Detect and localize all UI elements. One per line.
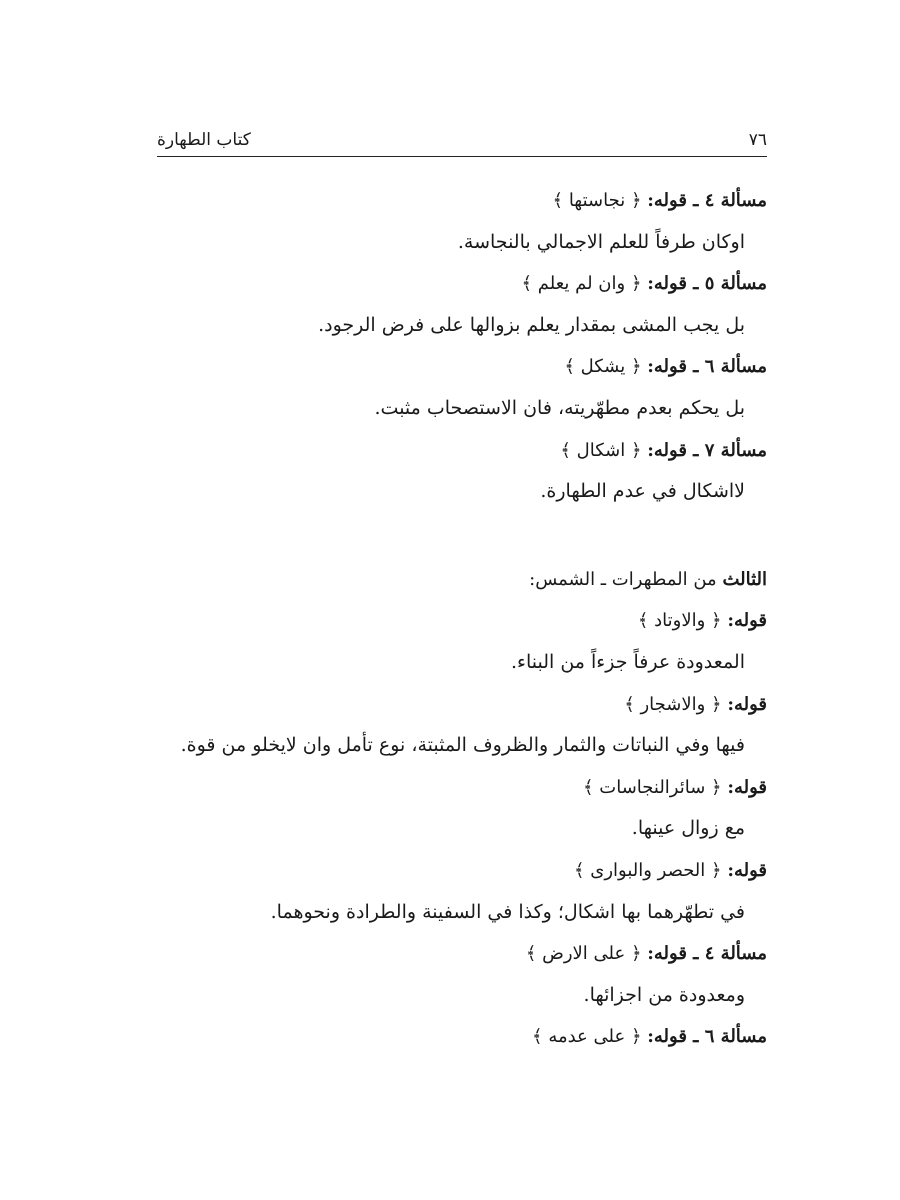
masala-label: مسألة ٥ ـ قوله: [647, 273, 767, 295]
commentary-line: المعدودة عرفاً جزءاً من البناء. [510, 650, 745, 673]
commentary-line: في تطهّرهما بها اشكال؛ وكذا في السفينة والطرادة ونحوهما. [270, 900, 745, 923]
commentary-line: فيها وفي النباتات والثمار والظروف المثبتة، نوع تأمل وان لايخلو من قوة. [180, 734, 745, 757]
masala-heading [157, 346, 767, 388]
page-number: ٧٦ [748, 130, 767, 150]
quoted-term: ﴿ على الارض ﴾ [525, 943, 642, 965]
section-heading-rest: من المطهرات ـ الشمس: [529, 568, 717, 590]
commentary-line: بل يجب المشى بمقدار يعلم بزوالها على فرض الرجود. [318, 313, 745, 336]
masala-label: مسألة ٦ ـ قوله: [647, 356, 767, 378]
qawl-heading [157, 600, 767, 642]
commentary-line: ومعدودة من اجزائها. [583, 983, 745, 1006]
qawl-heading [157, 684, 767, 726]
section-heading [157, 559, 767, 601]
masala-heading [157, 263, 767, 305]
running-head [157, 128, 767, 154]
masala-heading [157, 430, 767, 472]
masala-heading [157, 1016, 767, 1058]
quoted-term: ﴿ يشكل ﴾ [564, 356, 642, 378]
quoted-term: ﴿ اشكال ﴾ [560, 439, 642, 461]
commentary-line: بل يحكم بعدم مطهّريته، فان الاستصحاب مثبت. [374, 396, 745, 419]
quoted-term: ﴿ والاوتاد ﴾ [637, 610, 722, 632]
page-body [157, 180, 767, 1058]
masala-heading [157, 180, 767, 222]
quoted-term: ﴿ وان لم يعلم ﴾ [521, 273, 642, 295]
masala-heading [157, 933, 767, 975]
quoted-term: ﴿ والاشجار ﴾ [624, 693, 722, 715]
header-rule [157, 156, 767, 157]
masala-label: مسألة ٤ ـ قوله: [647, 190, 767, 211]
quoted-term: ﴿ نجاستها ﴾ [552, 190, 642, 211]
qawl-label: قوله: [727, 610, 767, 632]
masala-label: مسألة ٦ ـ قوله: [647, 1026, 767, 1048]
qawl-label: قوله: [727, 776, 767, 798]
quoted-term: ﴿ سائرالنجاسات ﴾ [583, 776, 722, 798]
section-gap [157, 513, 767, 559]
commentary-line: لااشكال في عدم الطهارة. [540, 480, 745, 503]
book-title: كتاب الطهارة [157, 130, 251, 150]
masala-label: مسألة ٤ ـ قوله: [647, 943, 767, 965]
qawl-label: قوله: [727, 693, 767, 715]
section-heading-bold: الثالث [722, 568, 767, 590]
masala-label: مسألة ٧ ـ قوله: [647, 439, 767, 461]
qawl-heading [157, 850, 767, 892]
quoted-term: ﴿ الحصر والبوارى ﴾ [573, 859, 722, 881]
quoted-term: ﴿ على عدمه ﴾ [532, 1026, 642, 1048]
qawl-label: قوله: [727, 859, 767, 881]
qawl-heading [157, 767, 767, 809]
commentary-line: اوكان طرفاً للعلم الاجمالي بالنجاسة. [457, 230, 745, 253]
commentary-line: مع زوال عينها. [631, 817, 745, 840]
